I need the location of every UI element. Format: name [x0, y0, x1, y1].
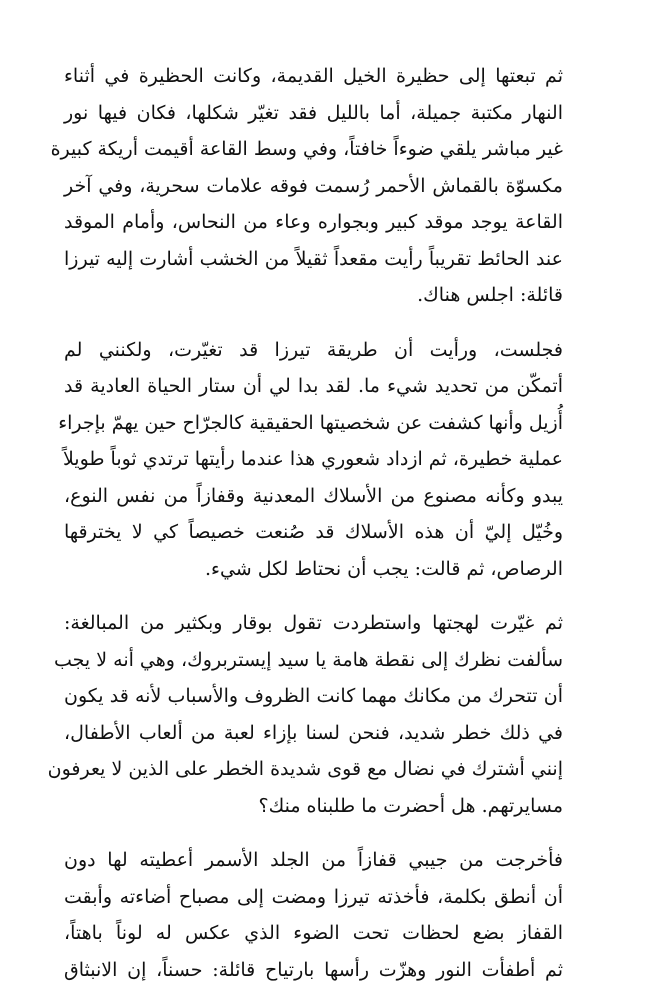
- text-line: مسايرتهم. هل أحضرت ما طلبناه منك؟: [258, 794, 563, 817]
- text-line: عملية خطيرة، ثم ازداد شعوري هذا عندما رأيتها ترتدي ثوباً طويلاً: [62, 448, 563, 470]
- text-line: أتمكّن من تحديد شيء ما. لقد بدا لي أن ستار الحياة العادية قد: [64, 375, 563, 397]
- text-line: قائلة: اجلس هناك.: [417, 284, 563, 306]
- text-line: يبدو وكأنه مصنوع من الأسلاك المعدنية وقفازاً من نفس النوع،: [64, 484, 563, 507]
- text-line: أن تتحرك من مكانك مهما كانت الظروف والأسباب لأنه قد يكون: [64, 685, 563, 707]
- paragraph-2: [58, 332, 591, 588]
- paragraph-4: [64, 842, 591, 988]
- paragraph-1: [50, 58, 591, 314]
- text-line: غير مباشر يلقي ضوءاً خافتاً، وفي وسط القاعة أقيمت أريكة كبيرة: [50, 138, 563, 160]
- text-line: النهار مكتبة جميلة، أما بالليل فقد تغيّر شكلها، فكان فيها نور: [64, 101, 563, 124]
- text-line: ثم تبعتها إلى حظيرة الخيل القديمة، وكانت الحظيرة في أثناء: [64, 65, 563, 87]
- text-line: أن أنطق بكلمة، فأخذته تيرزا ومضت إلى مصباح أضاءته وأبقت: [64, 885, 563, 908]
- text-line: إنني أشترك في نضال مع قوى شديدة الخطر على الذين لا يعرفون: [47, 758, 563, 780]
- text-line: في ذلك خطر شديد، فنحن لسنا بإزاء لعبة من ألعاب الأطفال،: [64, 721, 563, 744]
- text-line: الرصاص، ثم قالت: يجب أن نحتاط لكل شيء.: [205, 557, 563, 580]
- text-line: القاعة يوجد موقد كبير وبجواره وعاء من النحاس، وأمام الموقد: [64, 211, 563, 233]
- text-line: مكسوّة بالقماش الأحمر رُسمت فوقه علامات سحرية، وفي آخر: [64, 174, 563, 197]
- text-line: القفاز بضع لحظات تحت الضوء الذي عكس له لوناً باهتاً،: [64, 922, 563, 944]
- text-line: ثم غيّرت لهجتها واستطردت تقول بوقار وبكثير من المبالغة:: [64, 612, 563, 634]
- text-line: فجلست، ورأيت أن طريقة تيرزا قد تغيّرت، ولكنني لم: [64, 338, 563, 361]
- text-line: سألفت نظرك إلى نقطة هامة يا سيد إيستربروك، وهي أنه لا يجب: [54, 648, 563, 671]
- text-line: أُزيل وأنها كشفت عن شخصيتها الحقيقية كالجرّاح حين يهمّ بإجراء: [58, 411, 563, 434]
- text-line: ثم أطفأت النور وهزّت رأسها بارتياح قائلة: حسناً، إن الانبثاق: [64, 958, 563, 981]
- paragraph-3: [47, 605, 591, 824]
- text-line: فأخرجت من جيبي قفازاً من الجلد الأسمر أعطيته لها دون: [64, 849, 563, 871]
- text-line: وخُيّل إليّ أن هذه الأسلاك قد صُنعت خصيصاً كي لا يخترقها: [64, 521, 563, 543]
- text-line: عند الحائط تقريباً رأيت مقعداً ثقيلاً من الخشب أشارت إليه تيرزا: [64, 247, 563, 270]
